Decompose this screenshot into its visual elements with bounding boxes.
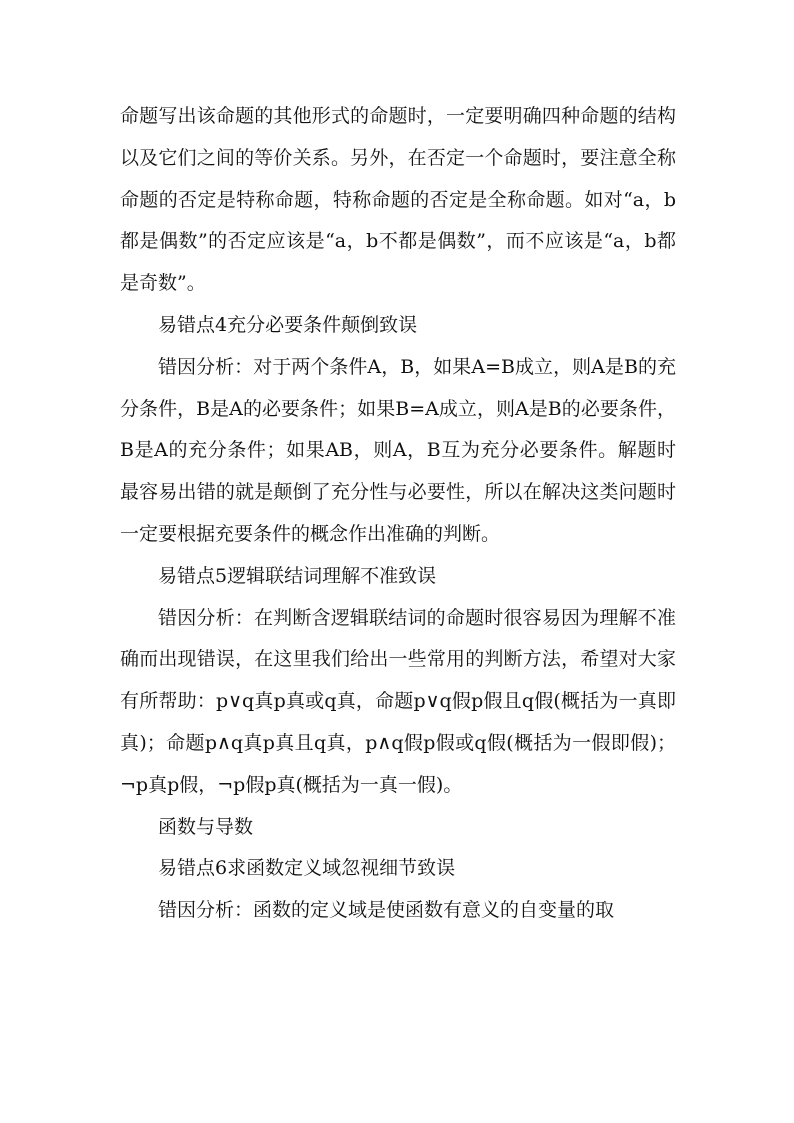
paragraph-analysis-5: 错因分析：在判断含逻辑联结词的命题时很容易因为理解不准确而出现错误，在这里我们给出一些常用的判断方法，希望对大家有所帮助：p∨q真p真或q真，命题p∨q假p假且q假(概括为一真即真)；命题p∧q真p真且q真，p∧q假p假或q假(概括为一假即假)；¬p真p假，¬p假p真(概括为一真一假)。 [120,606,676,796]
document-body [120,96,676,932]
heading-error-point-5: 易错点5逻辑联结词理解不准致误 [158,564,437,587]
paragraph-analysis-4: 错因分析：对于两个条件A，B，如果A=B成立，则A是B的充分条件，B是A的必要条件；如果B=A成立，则A是B的必要条件，B是A的充分条件；如果AB，则A，B互为充分必要条件。解题时最容易出错的就是颠倒了充分性与必要性，所以在解决这类问题时一定要根据充要条件的概念作出准确的判断。 [120,355,676,545]
section-heading-functions: 函数与导数 [158,815,254,838]
paragraph-continued: 命题写出该命题的其他形式的命题时，一定要明确四种命题的结构以及它们之间的等价关系。另外，在否定一个命题时，要注意全称命题的否定是特称命题，特称命题的否定是全称命题。如对“a，b都是偶数”的否定应该是“a，b不都是偶数”，而不应该是“a，b都是奇数”。 [120,105,676,295]
paragraph-analysis-6: 错因分析：函数的定义域是使函数有意义的自变量的取 [158,899,615,922]
heading-error-point-6: 易错点6求函数定义域忽视细节致误 [158,857,456,880]
heading-error-point-4: 易错点4充分必要条件颠倒致误 [158,313,418,336]
